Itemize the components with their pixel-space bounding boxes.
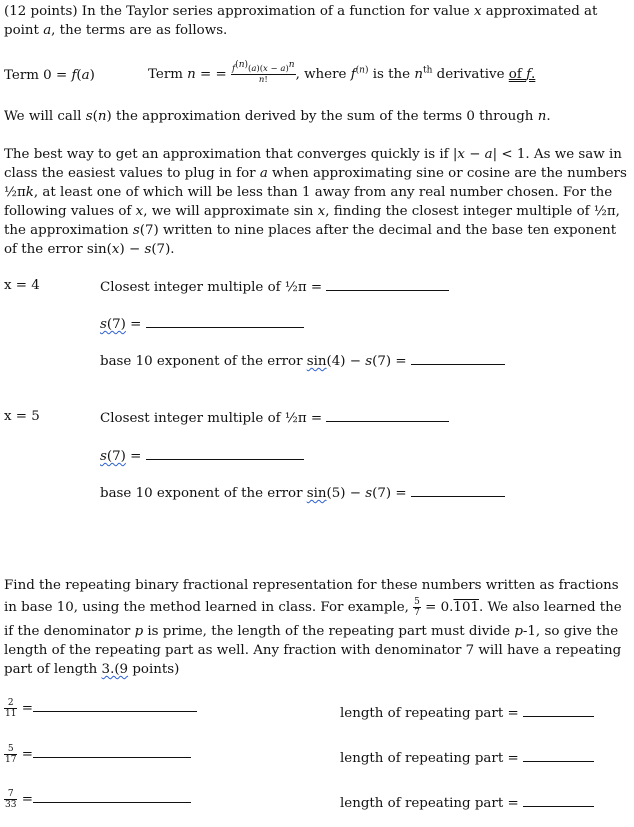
x4-closest-row xyxy=(100,276,449,297)
fraction-2 xyxy=(4,744,17,765)
fraction-1-num: 2 xyxy=(4,698,17,709)
length-3-label: length of repeating part = xyxy=(340,796,519,811)
fraction-3-blank[interactable] xyxy=(33,788,191,803)
x5-closest-row xyxy=(100,407,449,428)
x4-s7-label: s(7) xyxy=(100,317,126,332)
fraction-1-eq: = xyxy=(21,701,33,716)
sn-definition: We will call s(n) the approximation derived by the sum of the terms 0 through n. xyxy=(4,109,551,124)
example-eq: = 0. xyxy=(425,600,454,615)
para2-line6: of the error sin(x) − s(7). xyxy=(4,242,175,257)
x4-error-blank[interactable] xyxy=(411,350,505,365)
x5-error-row: base 10 exponent of the error sin(5) − s(7) = xyxy=(100,482,505,503)
para2-line5: the approximation s(7) written to nine places after the decimal and the base ten exponent xyxy=(4,223,617,238)
length-1-label: length of repeating part = xyxy=(340,706,519,721)
fraction-3-num: 7 xyxy=(4,789,17,800)
binary-line-5: part of length 3.(9 points) xyxy=(4,662,180,677)
length-row-2 xyxy=(340,747,594,768)
example-num: 5 xyxy=(414,597,420,607)
x5-s7-blank[interactable] xyxy=(146,445,304,460)
binary-line-2b: . We also learned the xyxy=(478,600,622,615)
x5-s7-row: s(7) = xyxy=(100,445,304,466)
para2-line4: following values of x, we will approximate sin x, finding the closest integer multiple of ½π, xyxy=(4,204,620,219)
x5-closest-blank[interactable] xyxy=(326,407,449,422)
fraction-2-eq: = xyxy=(21,747,33,762)
length-2-label: length of repeating part = xyxy=(340,751,519,766)
x4-error-row: base 10 exponent of the error sin(4) − s(7) = xyxy=(100,350,505,371)
x5-error-blank[interactable] xyxy=(411,482,505,497)
length-2-blank[interactable] xyxy=(523,747,594,762)
para2-line3: ½πk, at least one of which will be less than 1 away from any real number chosen. For the xyxy=(4,185,613,200)
fraction-2-num: 5 xyxy=(4,744,17,755)
fraction-3 xyxy=(4,789,17,810)
fraction-1 xyxy=(4,698,17,719)
x4-closest-label: Closest integer multiple of ½π = xyxy=(100,280,323,295)
example-fraction xyxy=(413,597,421,618)
length-3-blank[interactable] xyxy=(523,792,594,807)
x4-closest-blank[interactable] xyxy=(326,276,449,291)
x4-s7-blank[interactable] xyxy=(146,313,304,328)
fraction-2-den: 17 xyxy=(5,755,17,765)
x4-s7-row: s(7) = xyxy=(100,313,304,334)
fraction-row-3 xyxy=(4,787,191,813)
x4-label: x = 4 xyxy=(4,278,40,293)
length-row-3 xyxy=(340,792,594,813)
fraction-row-2 xyxy=(4,742,191,768)
binary-line-2a: in base 10, using the method learned in class. For example, xyxy=(4,600,409,615)
example-repeat: 101 xyxy=(453,600,479,615)
para2-line2: class the easiest values to plug in for a when approximating sine or cosine are the numbers xyxy=(4,166,627,181)
fraction-row-1 xyxy=(4,696,197,722)
length-row-1 xyxy=(340,702,594,723)
x5-label: x = 5 xyxy=(4,409,40,424)
term-n: Term n = = $\frac{f^{(n)}(a)(x - a)^n}{n!}$ , where $f^{(n)}$ is the $n^{th}$ derivative of f. xyxy=(148,60,536,85)
binary-line-1: Find the repeating binary fractional representation for these numbers written as fractions xyxy=(4,578,619,593)
fraction-2-blank[interactable] xyxy=(33,743,191,758)
intro-line-2: point a, the terms are as follows. xyxy=(4,23,228,38)
fraction-3-den: 33 xyxy=(5,800,17,810)
binary-line-4: length of the repeating part as well. Any fraction with denominator 7 will have a repeating xyxy=(4,643,622,658)
intro-line-1: (12 points) In the Taylor series approximation of a function for value x approximated at xyxy=(4,4,598,19)
x5-s7-label: s(7) xyxy=(100,449,126,464)
para2-line1: The best way to get an approximation that converges quickly is if |x − a| < 1. As we saw in xyxy=(4,147,622,162)
term-0: Term 0 = f(a) xyxy=(4,68,95,83)
fraction-1-blank[interactable] xyxy=(33,697,197,712)
fraction-1-den: 11 xyxy=(5,709,17,719)
binary-line-3: if the denominator p is prime, the length of the repeating part must divide p-1, so give the xyxy=(4,624,619,639)
length-1-blank[interactable] xyxy=(523,702,594,717)
example-den: 7 xyxy=(414,608,420,618)
term-n-fraction: $\frac{f^{(n)}(a)(x - a)^n}{n!}$ xyxy=(232,60,295,85)
x5-closest-label: Closest integer multiple of ½π = xyxy=(100,411,323,426)
binary-line-2 xyxy=(4,595,622,621)
fraction-3-eq: = xyxy=(21,792,33,807)
